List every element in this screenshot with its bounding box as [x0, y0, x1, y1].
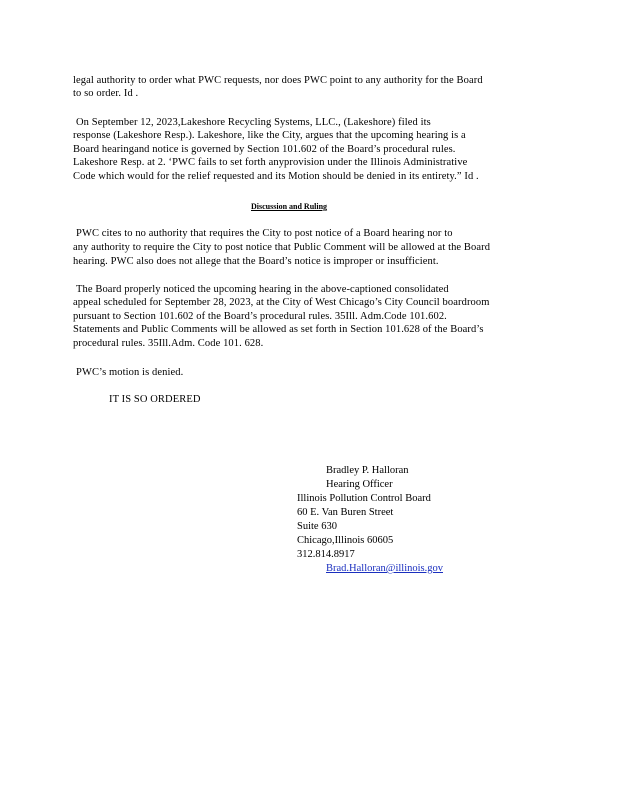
- text-line: On September 12, 2023,Lakeshore Recycling Systems, LLC., (Lakeshore) filed its: [76, 117, 431, 128]
- text-line: procedural rules. 35Ill.Adm. Code 101. 628.: [73, 338, 264, 349]
- phone-number: 312.814.8917: [297, 549, 355, 560]
- signer-name: Bradley P. Halloran: [326, 465, 409, 476]
- text-line: Lakeshore Resp. at 2. ‘PWC fails to set forth anyprovision under the Illinois Administrative: [73, 157, 468, 168]
- text-line: response (Lakeshore Resp.). Lakeshore, like the City, argues that the upcoming hearing is a: [73, 130, 466, 141]
- address-street: 60 E. Van Buren Street: [297, 507, 394, 518]
- text-line: Statements and Public Comments will be allowed as set forth in Section 101.628 of the Board’s: [73, 324, 484, 335]
- text-line: The Board properly noticed the upcoming hearing in the above-captioned consolidated: [76, 284, 449, 295]
- text-line: to so order. Id .: [73, 88, 139, 99]
- email-link[interactable]: Brad.Halloran@illinois.gov: [326, 563, 443, 574]
- section-heading: Discussion and Ruling: [251, 202, 328, 211]
- signer-organization: Illinois Pollution Control Board: [297, 493, 431, 504]
- text-line: any authority to require the City to post notice that Public Comment will be allowed at the Board: [73, 242, 491, 253]
- ruling-statement: PWC’s motion is denied.: [76, 367, 184, 378]
- text-line: hearing. PWC also does not allege that the Board’s notice is improper or insufficient.: [73, 256, 439, 267]
- text-line: appeal scheduled for September 28, 2023, at the City of West Chicago’s City Council boardroom: [73, 297, 490, 308]
- address-suite: Suite 630: [297, 521, 337, 532]
- text-line: Code which would for the relief requested and its Motion should be denied in its entirety.” Id .: [73, 171, 479, 182]
- order-statement: IT IS SO ORDERED: [109, 394, 201, 405]
- text-line: Board hearingand notice is governed by Section 101.602 of the Board’s procedural rules.: [73, 144, 456, 155]
- address-city: Chicago,Illinois 60605: [297, 535, 394, 546]
- text-line: pursuant to Section 101.602 of the Board’s procedural rules. 35Ill. Adm.Code 101.602.: [73, 311, 447, 322]
- text-line: legal authority to order what PWC requests, nor does PWC point to any authority for the Board: [73, 75, 483, 86]
- text-line: PWC cites to no authority that requires the City to post notice of a Board hearing nor to: [76, 228, 453, 239]
- signer-title: Hearing Officer: [326, 479, 393, 490]
